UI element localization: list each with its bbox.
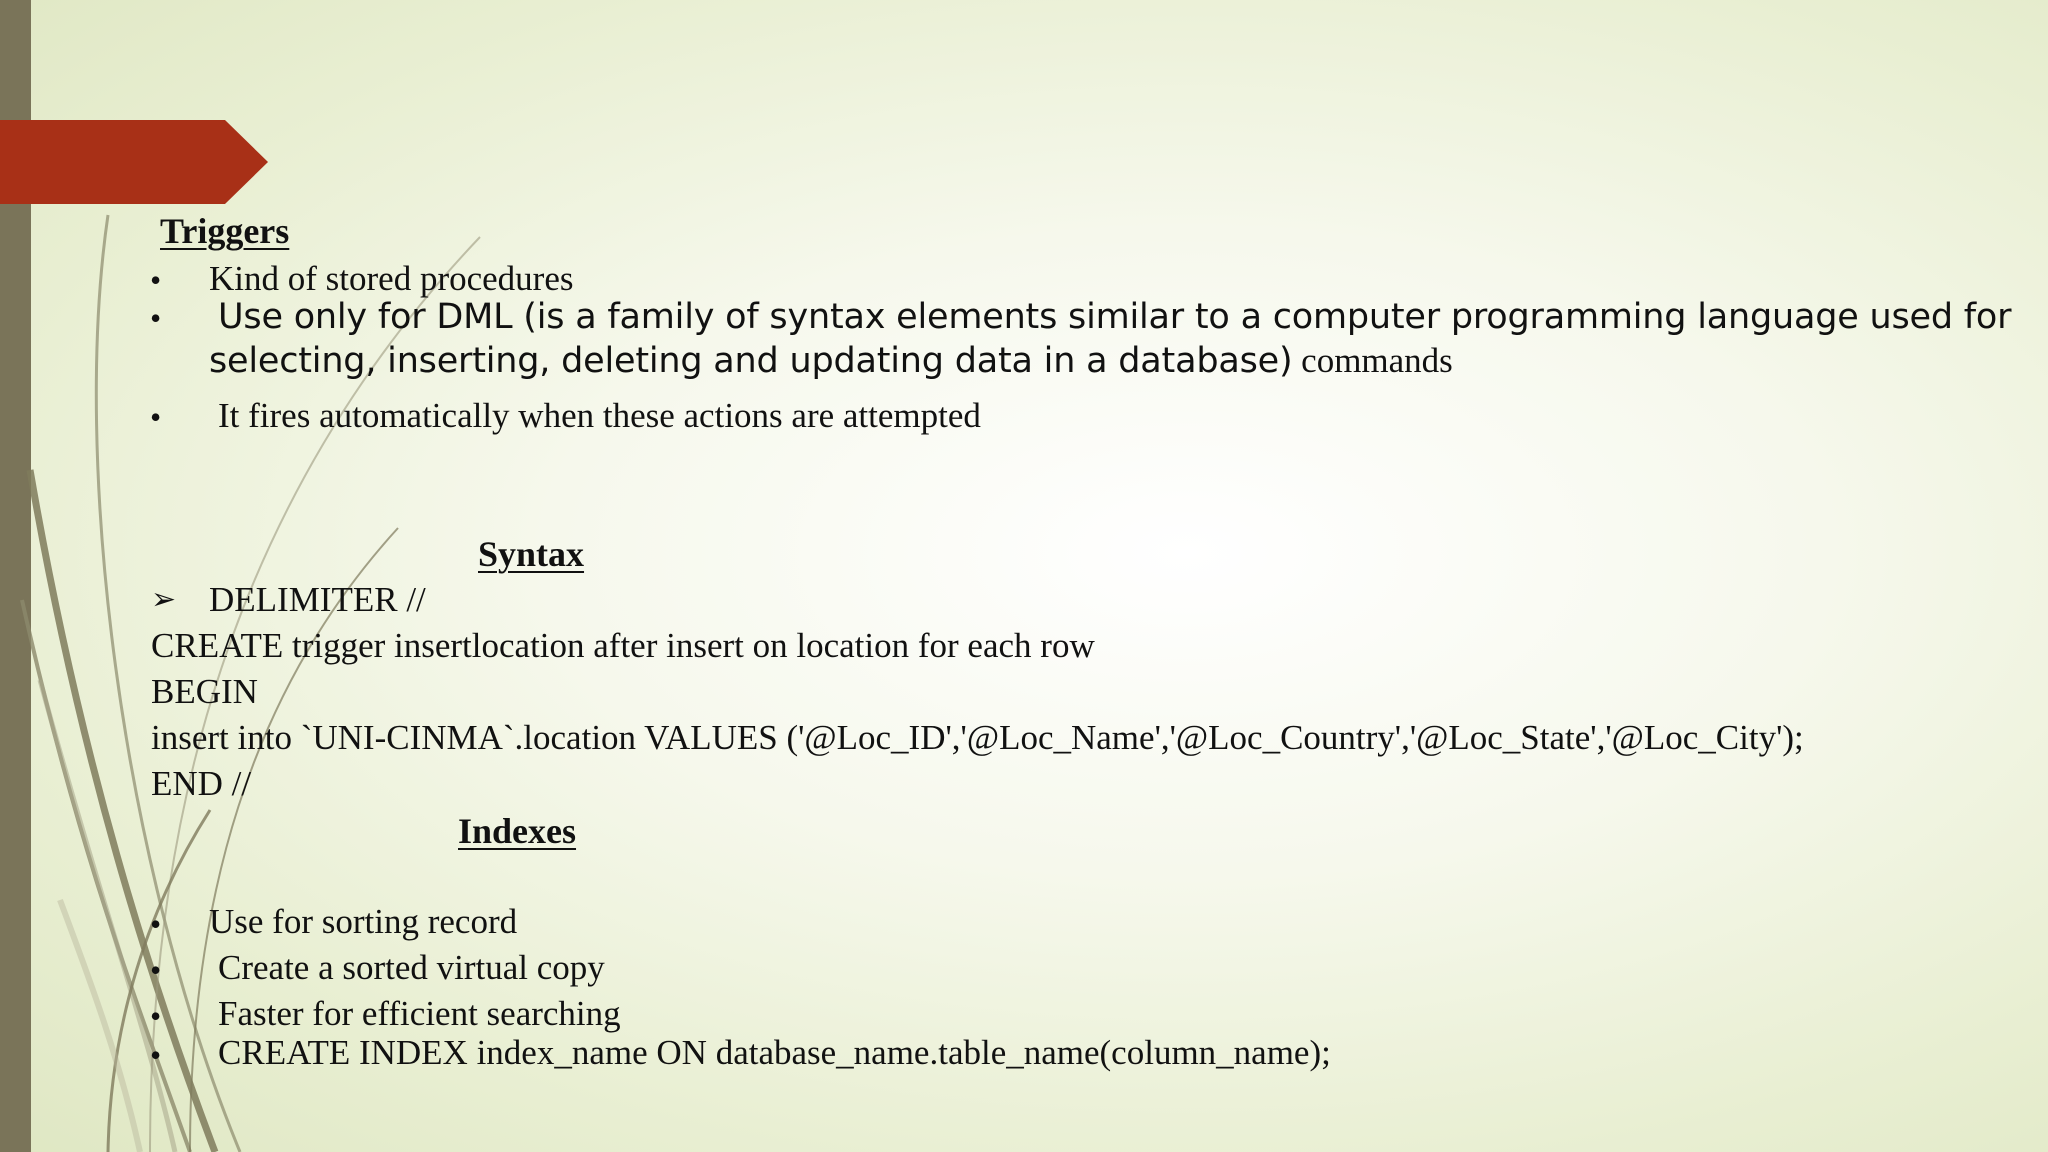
syntax-line-2: CREATE trigger insertlocation after insert on location for each row (151, 626, 1095, 665)
arrow-bullet-icon: ➢ (151, 583, 177, 616)
indexes-heading: Indexes (458, 811, 577, 851)
bullet-icon: • (150, 906, 162, 942)
triggers-item-2-cont-text: selecting, inserting, deleting and updating data in a database) (209, 341, 1293, 381)
syntax-line-1: DELIMITER // (209, 580, 426, 619)
triggers-item-1: Kind of stored procedures (209, 259, 574, 298)
triggers-item-2 (218, 299, 2011, 335)
bullet-icon: • (150, 300, 162, 336)
syntax-line-4: insert into `UNI-CINMA`.location VALUES ('@Loc_ID','@Loc_Name','@Loc_Country','@Loc_State','@Loc_City'); (151, 718, 1804, 757)
bullet-icon: • (150, 1037, 162, 1073)
triggers-heading: Triggers (160, 211, 290, 251)
bullet-icon: • (150, 262, 162, 298)
triggers-item-3: It fires automatically when these actions are attempted (218, 396, 981, 435)
indexes-item-1: Use for sorting record (209, 902, 518, 941)
triggers-item-2-continuation (209, 343, 1453, 379)
indexes-item-3: Faster for efficient searching (218, 994, 621, 1033)
triggers-item-2-text: Use only for DML (is a family of syntax elements similar to a computer programming language used for (218, 297, 2012, 337)
bullet-icon: • (150, 952, 162, 988)
bullet-icon: • (150, 998, 162, 1034)
bullet-icon: • (150, 399, 162, 435)
header-arrow-banner (0, 120, 268, 204)
syntax-line-5: END // (151, 764, 252, 803)
syntax-line-3: BEGIN (151, 672, 258, 711)
indexes-item-4: CREATE INDEX index_name ON database_name.table_name(column_name); (218, 1033, 1331, 1072)
syntax-heading: Syntax (478, 534, 585, 574)
triggers-item-2-tail: commands (1301, 341, 1453, 380)
indexes-item-2: Create a sorted virtual copy (218, 948, 605, 987)
